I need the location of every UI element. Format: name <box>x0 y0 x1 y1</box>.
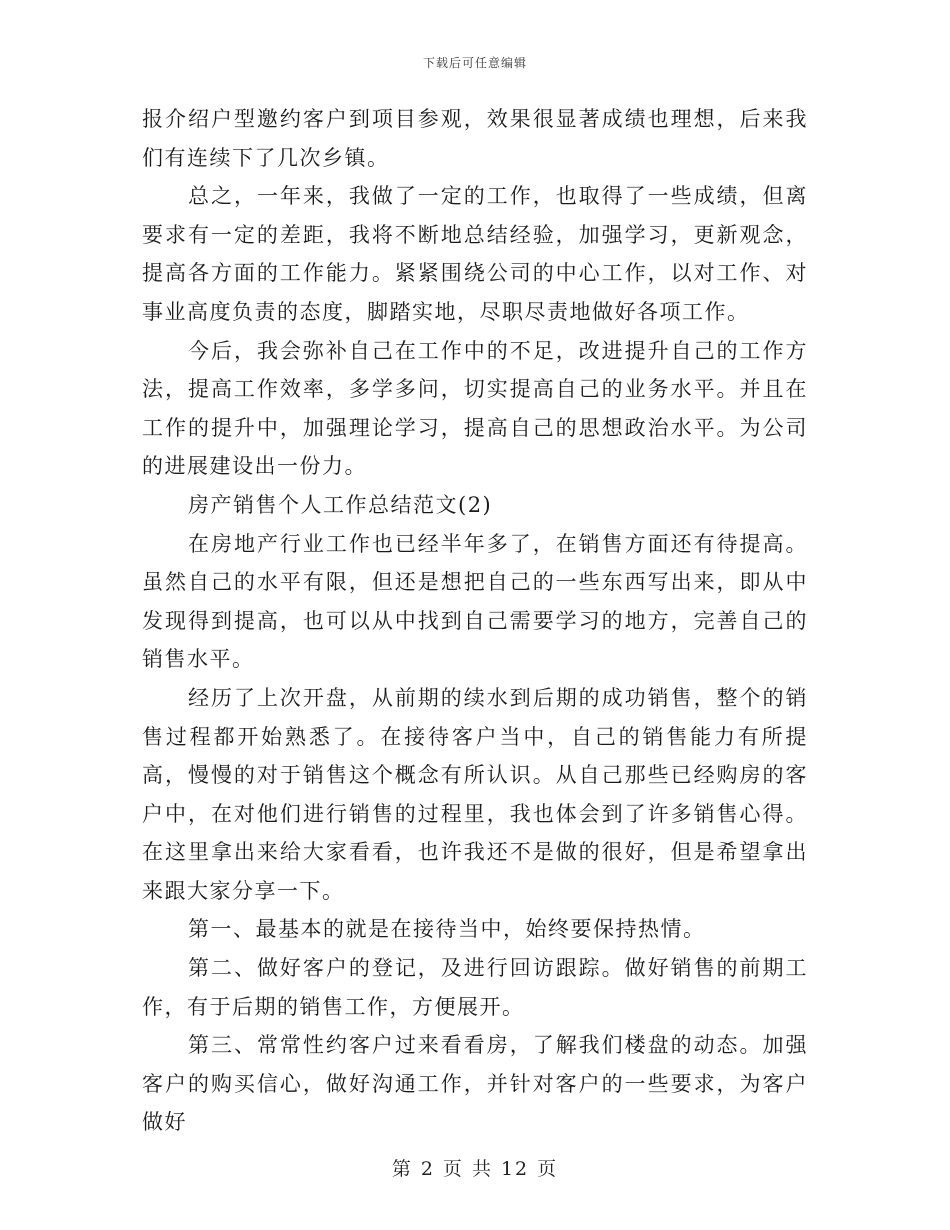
footer-total-pages: 12 <box>500 1158 530 1180</box>
footer-prefix: 第 <box>391 1158 413 1180</box>
paragraph-2: 总之，一年来，我做了一定的工作，也取得了一些成绩，但离要求有一定的差距，我将不断地总结经验，加强学习，更新观念，提高各方面的工作能力。紧紧围绕公司的中心工作，以对工作、对事业高度负责的态度，脚踏实地，尽职尽责地做好各项工作。 <box>142 184 808 324</box>
section-title: 房产销售个人工作总结范文(2) <box>188 492 493 517</box>
paragraph-3: 今后，我会弥补自己在工作中的不足，改进提升自己的工作方法，提高工作效率，多学多问，切实提高自己的业务水平。并且在工作的提升中，加强理论学习，提高自己的思想政治水平。为公司的进展建设出一份力。 <box>142 338 808 479</box>
footer-page-number: 2 <box>420 1158 435 1180</box>
paragraph-1: 报介绍户型邀约客户到项目参观，效果很显著成绩也理想，后来我们有连续下了几次乡镇。 <box>142 107 808 170</box>
paragraph-9: 第三、常常性约客户过来看看房，了解我们楼盘的动态。加强客户的购买信心，做好沟通工作，并针对客户的一些要求，为客户做好 <box>142 1033 808 1135</box>
footer-suffix: 页 <box>537 1158 559 1180</box>
page-header: 下载后可任意编辑 <box>422 56 527 70</box>
document-body <box>142 100 808 1142</box>
footer-middle: 页 共 <box>442 1158 493 1180</box>
paragraph-5: 在房地产行业工作也已经半年多了，在销售方面还有待提高。虽然自己的水平有限，但还是想把自己的一些东西写出来，即从中发现得到提高，也可以从中找到自己需要学习的地方，完善自己的销售水平。 <box>142 531 808 672</box>
paragraph-7: 第一、最基本的就是在接待当中，始终要保持热情。 <box>188 917 706 942</box>
paragraph-6: 经历了上次开盘，从前期的续水到后期的成功销售，整个的销售过程都开始熟悉了。在接待客户当中，自己的销售能力有所提高，慢慢的对于销售这个概念有所认识。从自己那些已经购房的客户中，在对他们进行销售的过程里，我也体会到了许多销售心得。在这里拿出来给大家看看，也许我还不是做的很好，但是希望拿出来跟大家分享一下。 <box>142 685 808 903</box>
page-footer <box>0 1154 950 1181</box>
paragraph-8: 第二、做好客户的登记，及进行回访跟踪。做好销售的前期工作，有于后期的销售工作，方便展开。 <box>142 956 808 1019</box>
